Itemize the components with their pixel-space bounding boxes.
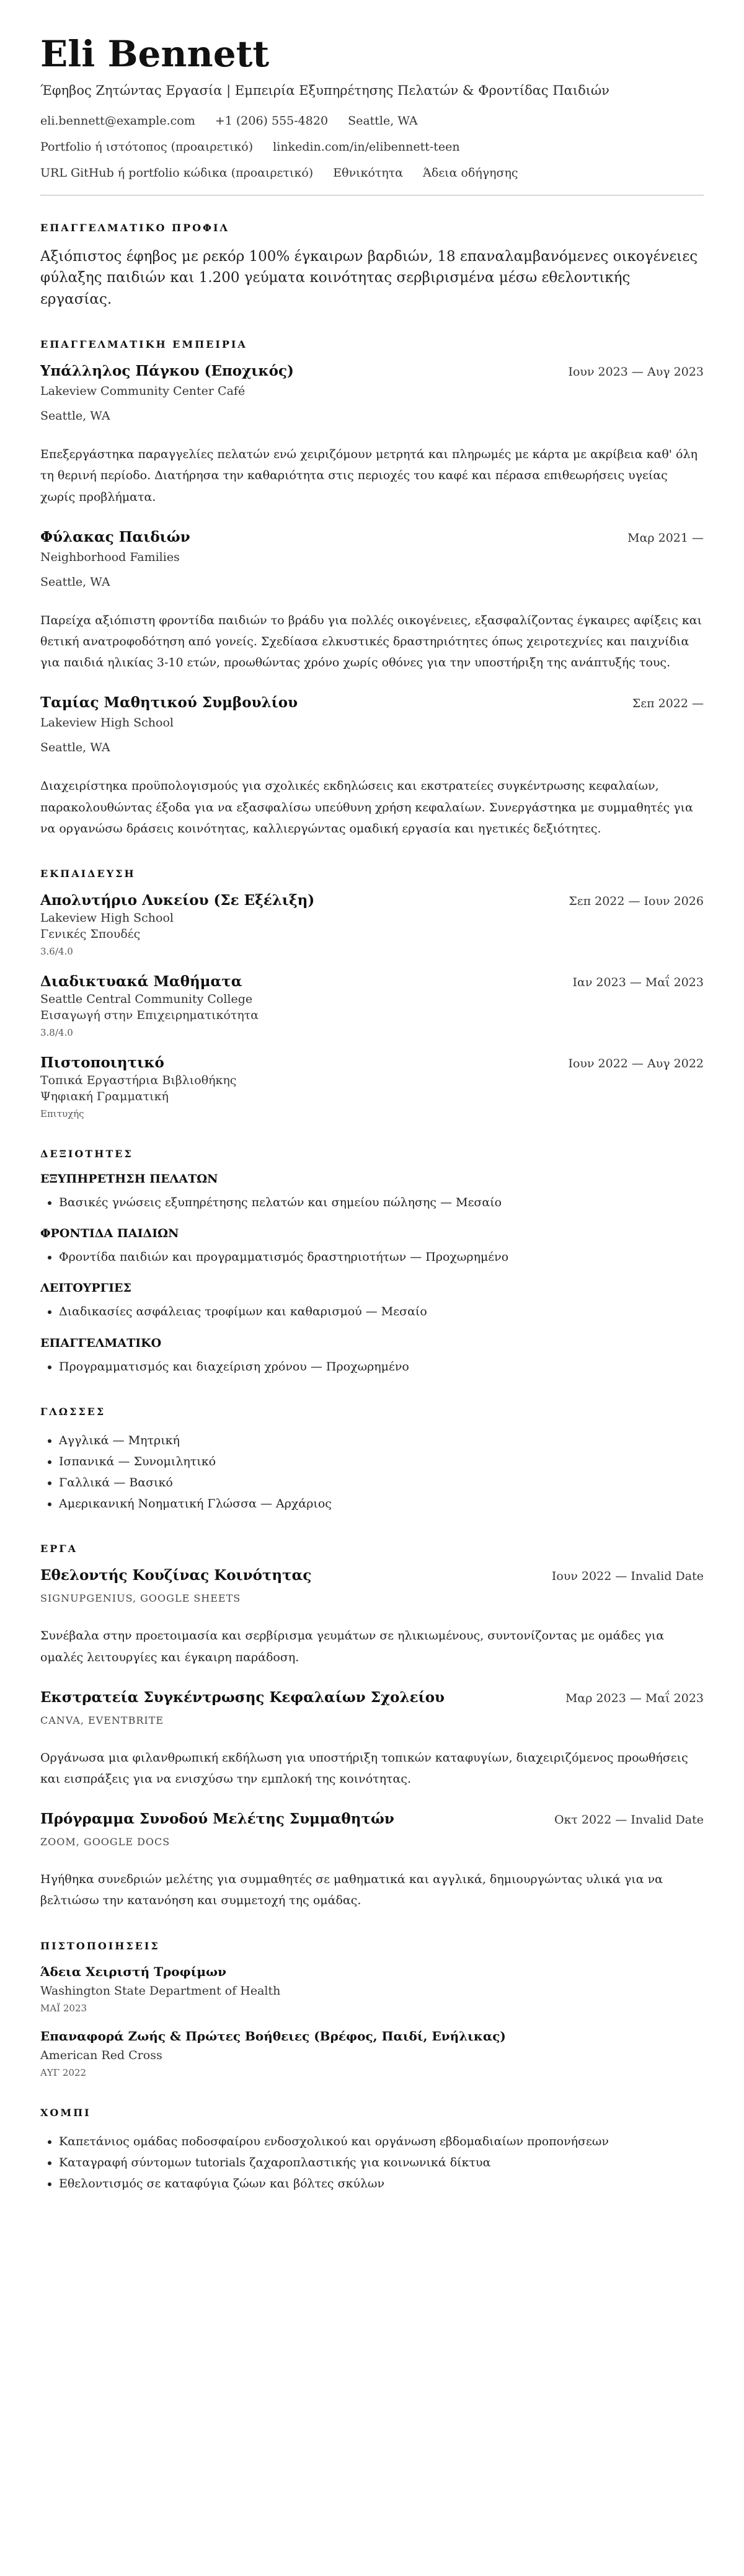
job-location: Seattle, WA [40,741,110,755]
contact-info [40,114,704,128]
job-dates: Μαρ 2021 — [627,531,704,545]
school-name: Lakeview High School [40,911,174,925]
job-employer: Neighborhood Families [40,550,180,564]
linkedin-link[interactable]: linkedin.com/in/elibennett-teen [273,139,460,154]
section-title-experience: ΕΠΑΓΓΕΛΜΑΤΙΚΗ ΕΜΠΕΙΡΙΑ [40,338,247,351]
job-location: Seattle, WA [40,575,110,589]
job-dates: Σεπ 2022 — [632,697,704,711]
skill-item: • Φροντίδα παιδιών και προγραμματισμός δραστηριοτήτων — Προχωρημένο [59,1246,704,1268]
certification-issuer: American Red Cross [40,2048,162,2062]
profile-links [40,140,704,154]
education-entry [40,973,704,1038]
experience-entry [40,694,704,839]
job-title: Ταμίας Μαθητικού Συμβουλίου [40,694,298,712]
job-title: Υπάλληλος Πάγκου (Εποχικός) [40,363,294,380]
experience-entry [40,529,704,674]
portfolio-link[interactable]: Portfolio ή ιστότοπος (προαιρετικό) [40,139,254,154]
certification-issuer: Washington State Department of Health [40,1983,281,1998]
education-note: 3.6/4.0 [40,945,73,957]
certification-date: ΜΑΪ 2023 [40,2002,87,2014]
skill-item: • Διαδικασίες ασφάλειας τροφίμων και καθαρισμού — Μεσαίο [59,1301,704,1322]
certification-date: ΑΥΓ 2022 [40,2067,87,2078]
skill-item: • Προγραμματισμός και διαχείριση χρόνου — Προχωρημένο [59,1356,704,1377]
education-dates: Ιαν 2023 — Μαΐ 2023 [572,975,704,989]
email-link[interactable]: eli.bennett@example.com [40,113,195,128]
education-section [40,868,704,1119]
project-description: Οργάνωσα μια φιλανθρωπική εκδήλωση για υποστήριξη τοπικών καταφυγίων, διαχειριζόμενος προωθήσεις και εισπράξεις για να ενισχύσω την εμπλοκή της κοινότητας. [40,1750,688,1786]
education-entry [40,1054,704,1119]
job-description: Επεξεργάστηκα παραγγελίες πελατών ενώ χειριζόμουν μετρητά και πληρωμές με κάρτα με ακρίβεια καθ' όλη τη θερινή περίοδο. Διατήρησα την καθαριότητα στις περιοχές του καφέ και πέρασα επιθεωρήσεις υγείας χωρίς προβλήματα. [40,448,698,504]
job-description: Διαχειρίστηκα προϋπολογισμούς για σχολικές εκδηλώσεις και εκστρατείες συγκέντρωσης κεφαλαίων, παρακολουθώντας έξοδα για να εξασφαλίσω υπεύθυνη χρήση κεφαλαίων. Συνεργάστηκα με συμμαθητές για να οργανώσω δράσεις κοινότητας, καλλιεργώντας ομαδική εργασία και ηγετικές δεξιότητες. [40,779,693,836]
certifications-section [40,1940,704,2078]
phone-number[interactable]: +1 (206) 555-4820 [215,113,329,128]
language-item: • Αγγλικά — Μητρική [59,1430,704,1451]
experience-section [40,338,704,839]
school-name: Τοπικά Εργαστήρια Βιβλιοθήκης [40,1073,237,1087]
project-dates: Οκτ 2022 — Invalid Date [554,1813,704,1827]
language-item: • Αμερικανική Νοηματική Γλώσσα — Αρχάριος [59,1493,704,1514]
resume-page [40,0,704,2247]
certification-entry [40,1964,704,2014]
candidate-name: Eli Bennett [40,33,270,75]
drivers-license: Άδεια οδήγησης [423,165,518,180]
skill-list [40,1246,704,1268]
nationality: Εθνικότητα [333,165,404,180]
section-title-languages: ΓΛΩΣΣΕΣ [40,1405,106,1418]
section-title-skills: ΔΕΞΙΟΤΗΤΕΣ [40,1147,133,1160]
project-description: Συνέβαλα στην προετοιμασία και σερβίρισμα γευμάτων σε ηλικιωμένους, συντονίζοντας με ομάδες για ομαλές λειτουργίες και έγκαιρη παράδοση. [40,1629,665,1664]
education-dates: Σεπ 2022 — Ιουν 2026 [569,894,704,908]
skill-list [40,1356,704,1377]
project-entry [40,1689,704,1789]
projects-section [40,1543,704,1911]
field-of-study: Ψηφιακή Γραμματική [40,1089,169,1103]
skill-list [40,1301,704,1322]
degree-title: Διαδικτυακά Μαθήματα [40,973,242,990]
project-name: Εκστρατεία Συγκέντρωσης Κεφαλαίων Σχολείου [40,1688,445,1706]
skill-category: ΕΞΥΠΗΡΕΤΗΣΗ ΠΕΛΑΤΩΝ [40,1171,218,1186]
school-name: Seattle Central Community College [40,992,253,1006]
project-name: Εθελοντής Κουζίνας Κοινότητας [40,1567,312,1584]
hobby-list [40,2131,704,2195]
language-list [40,1430,704,1515]
project-tools: ZOOM, GOOGLE DOCS [40,1836,170,1848]
project-tools: CANVA, EVENTBRITE [40,1714,164,1726]
section-title-hobbies: ΧΟΜΠΙ [40,2106,91,2119]
skill-item: • Βασικές γνώσεις εξυπηρέτησης πελατών και σημείου πώλησης — Μεσαίο [59,1192,704,1213]
section-title-certifications: ΠΙΣΤΟΠΟΙΗΣΕΙΣ [40,1939,160,1952]
job-dates: Ιουν 2023 — Αυγ 2023 [568,365,704,379]
certification-entry [40,2029,704,2078]
languages-section [40,1406,704,1515]
job-title: Φύλακας Παιδιών [40,528,190,545]
project-description: Ηγήθηκα συνεδριών μελέτης για συμμαθητές σε μαθηματικά και αγγλικά, δημιουργώντας υλικά για να βελτιώσω την κατανόηση και συμμετοχή της ομάδας. [40,1872,663,1908]
degree-title: Απολυτήριο Λυκείου (Σε Εξέλιξη) [40,891,315,909]
section-title-projects: ΕΡΓΑ [40,1543,78,1555]
project-entry [40,1811,704,1911]
hobby-item: • Καπετάνιος ομάδας ποδοσφαίρου ενδοσχολικού και οργάνωση εβδομαδιαίων προπονήσεων [59,2131,704,2152]
hobby-item: • Καταγραφή σύντομων tutorials ζαχαροπλαστικής για κοινωνικά δίκτυα [59,2152,704,2173]
job-location: Seattle, WA [40,409,110,423]
resume-header [40,35,704,180]
job-employer: Lakeview High School [40,716,174,730]
additional-info [40,166,704,180]
section-title-profile: ΕΠΑΓΓΕΛΜΑΤΙΚΟ ΠΡΟΦΙΛ [40,221,229,234]
project-entry [40,1567,704,1667]
header-divider [40,195,704,196]
project-tools: SIGNUPGENIUS, GOOGLE SHEETS [40,1592,241,1605]
degree-title: Πιστοποιητικό [40,1054,164,1071]
profile-summary: Αξιόπιστος έφηβος με ρεκόρ 100% έγκαιρων βαρδιών, 18 επαναλαμβανόμενες οικογένειες φύλαξης παιδιών και 1.200 γεύματα κοινότητας σερβιρισμένα μέσω εθελοντικής εργασίας. [40,248,698,307]
education-dates: Ιουν 2022 — Αυγ 2022 [568,1056,704,1070]
job-employer: Lakeview Community Center Café [40,384,246,399]
skill-list [40,1192,704,1213]
skill-category: ΛΕΙΤΟΥΡΓΙΕΣ [40,1281,131,1295]
education-note: Επιτυχής [40,1108,84,1119]
education-note: 3.8/4.0 [40,1026,73,1038]
experience-entry [40,363,704,508]
project-dates: Μαρ 2023 — Μαΐ 2023 [565,1691,704,1705]
hobby-item: • Εθελοντισμός σε καταφύγια ζώων και βόλτες σκύλων [59,2173,704,2194]
hobbies-section [40,2107,704,2195]
section-title-education: ΕΚΠΑΙΔΕΥΣΗ [40,867,136,880]
profile-section [40,222,704,311]
field-of-study: Γενικές Σπουδές [40,927,141,941]
education-entry [40,892,704,957]
skill-category: ΦΡΟΝΤΙΔΑ ΠΑΙΔΙΩΝ [40,1227,179,1241]
candidate-headline: Έφηβος Ζητώντας Εργασία | Εμπειρία Εξυπηρέτησης Πελατών & Φροντίδας Παιδιών [40,82,609,98]
language-item: • Γαλλικά — Βασικό [59,1472,704,1493]
field-of-study: Εισαγωγή στην Επιχειρηματικότητα [40,1008,259,1022]
certification-name: Άδεια Χειριστή Τροφίμων [40,1964,226,1979]
skills-section [40,1148,704,1377]
skill-category: ΕΠΑΓΓΕΛΜΑΤΙΚΟ [40,1336,162,1350]
certification-name: Επαναφορά Ζωής & Πρώτες Βοήθειες (Βρέφος, Παιδί, Ενήλικας) [40,2028,506,2044]
project-name: Πρόγραμμα Συνοδού Μελέτης Συμμαθητών [40,1811,394,1828]
job-description: Παρείχα αξιόπιστη φροντίδα παιδιών το βράδυ για πολλές οικογένειες, εξασφαλίζοντας έγκαιρες αφίξεις και θετική ανατροφοδότηση από γονείς. Σχεδίασα ελκυστικές δραστηριότητες όπως χειροτεχνίες και παιχνίδια για παιδιά ηλικίας 3-10 ετών, προωθώντας χρόνο χωρίς οθόνες για την υποστήριξη της ανάπτυξής τους. [40,613,702,670]
project-dates: Ιουν 2022 — Invalid Date [551,1569,704,1584]
github-link[interactable]: URL GitHub ή portfolio κώδικα (προαιρετικό) [40,165,314,180]
location: Seattle, WA [348,113,418,128]
language-item: • Ισπανικά — Συνομιλητικό [59,1451,704,1472]
